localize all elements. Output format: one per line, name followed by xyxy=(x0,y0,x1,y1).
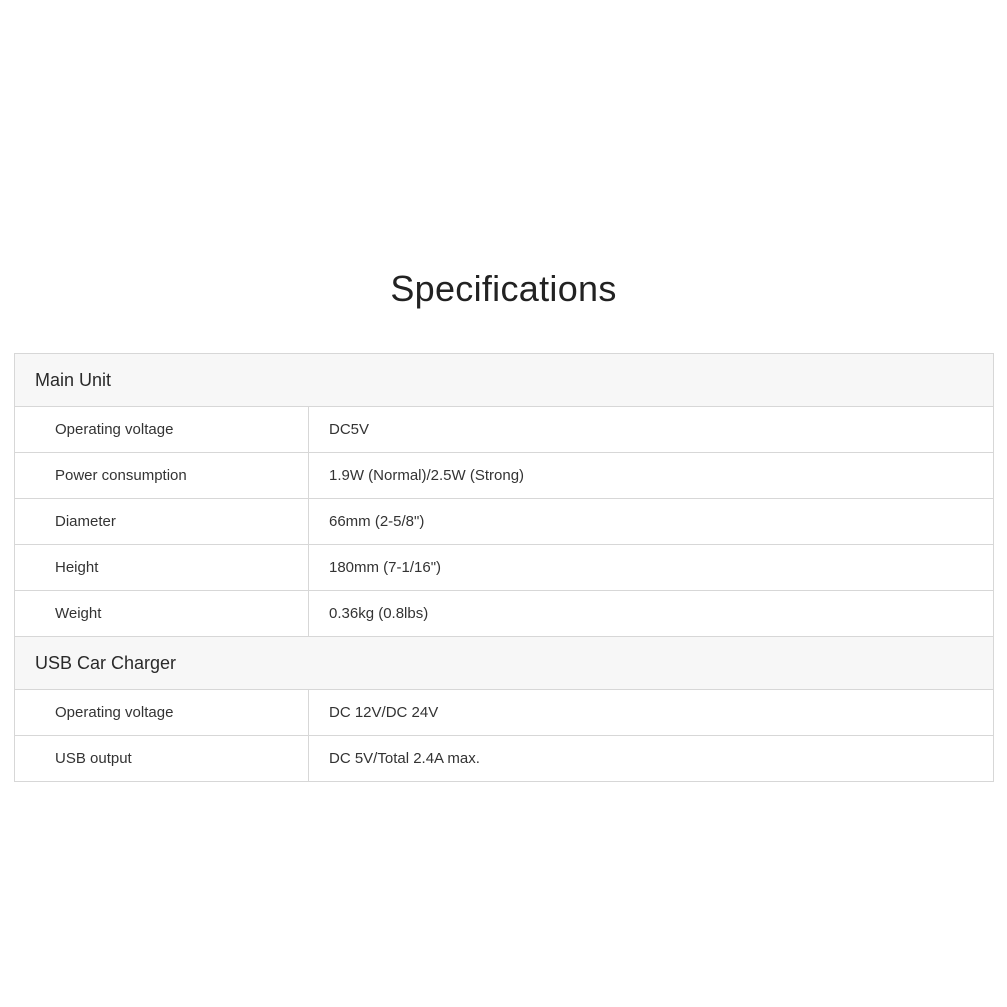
spec-value: 1.9W (Normal)/2.5W (Strong) xyxy=(309,453,994,499)
spec-label: Diameter xyxy=(15,499,309,545)
table-row xyxy=(15,499,994,545)
section-title: USB Car Charger xyxy=(15,637,994,690)
spec-label: Weight xyxy=(15,591,309,637)
spec-value: 66mm (2-5/8") xyxy=(309,499,994,545)
table-row xyxy=(15,690,994,736)
section-title: Main Unit xyxy=(15,354,994,407)
spec-value: 180mm (7-1/16") xyxy=(309,545,994,591)
spec-value: DC5V xyxy=(309,407,994,453)
section-header-main-unit xyxy=(15,354,994,407)
spec-label: Height xyxy=(15,545,309,591)
spec-value: DC 12V/DC 24V xyxy=(309,690,994,736)
spec-label: Power consumption xyxy=(15,453,309,499)
section-header-usb-car-charger xyxy=(15,637,994,690)
table-row xyxy=(15,453,994,499)
spec-label: Operating voltage xyxy=(15,407,309,453)
table-row xyxy=(15,736,994,782)
spec-value: DC 5V/Total 2.4A max. xyxy=(309,736,994,782)
spec-value: 0.36kg (0.8lbs) xyxy=(309,591,994,637)
table-row xyxy=(15,591,994,637)
table-row xyxy=(15,407,994,453)
table-row xyxy=(15,545,994,591)
spec-table xyxy=(14,353,994,782)
spec-label: USB output xyxy=(15,736,309,782)
page-title: Specifications xyxy=(390,268,617,309)
spec-label: Operating voltage xyxy=(15,690,309,736)
